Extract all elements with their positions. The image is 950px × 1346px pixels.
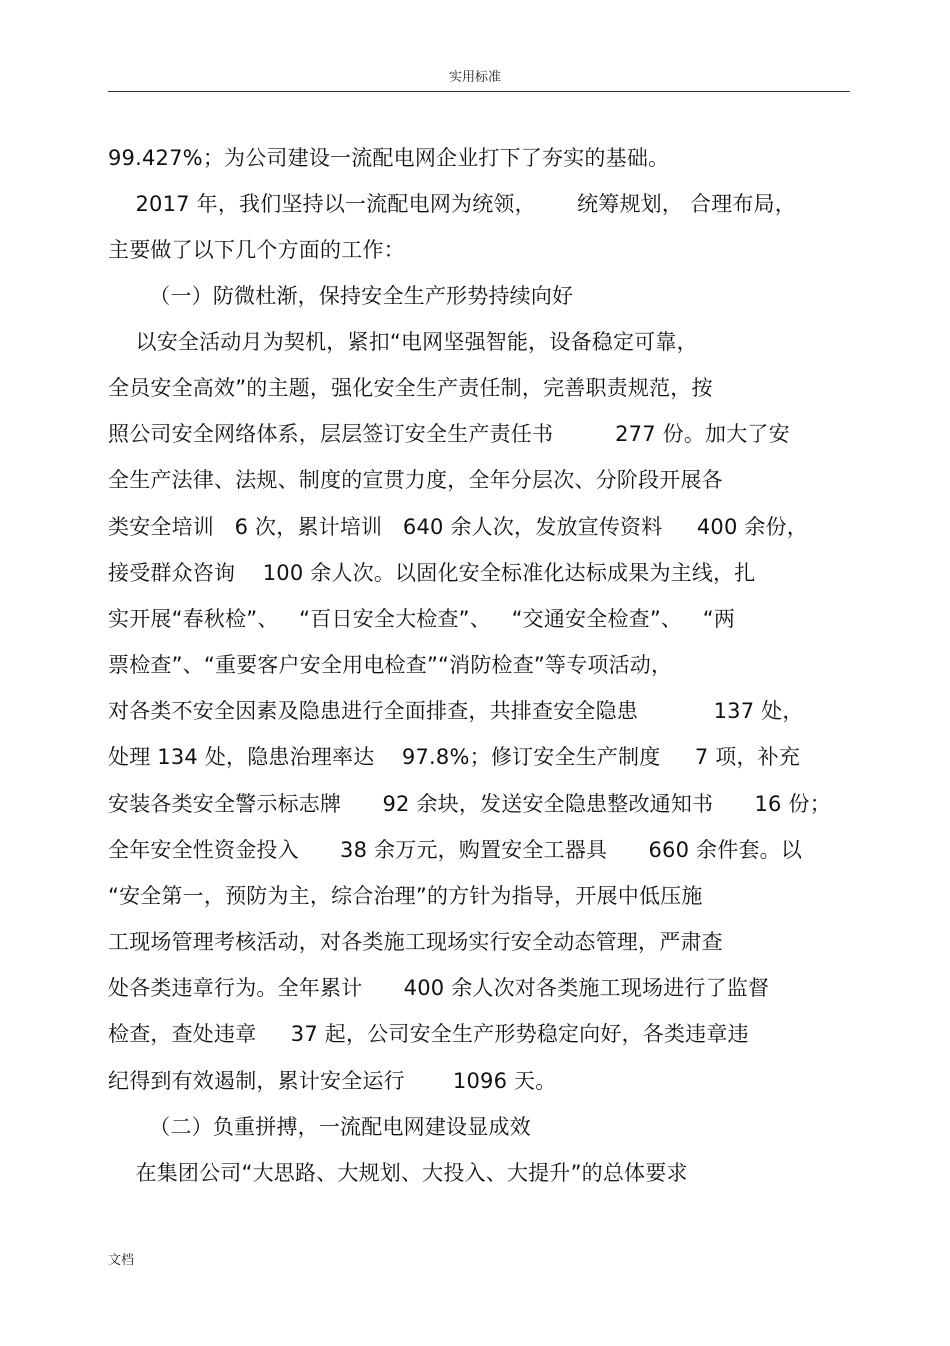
text-line: 照公司安全网络体系，层层签订安全生产责任书 277 份。加大了安: [108, 422, 790, 446]
text-line: 检查，查处违章 37 起，公司安全生产形势稳定向好，各类违章违: [108, 1022, 749, 1046]
text-line: 全员安全高效”的主题，强化安全生产责任制，完善职责规范，按: [108, 376, 713, 400]
header-rule: [108, 91, 850, 92]
text-line: 实开展“春秋检”、 “百日安全大检查”、 “交通安全检查”、 “两: [108, 607, 736, 631]
page-footer: 文档: [108, 1253, 135, 1268]
text-line: 在集团公司“大思路、大规划、大投入、大提升”的总体要求: [108, 1161, 688, 1185]
section-heading: （一）防微杜渐，保持安全生产形势持续向好: [108, 284, 574, 308]
text-line: 接受群众咨询 100 余人次。以固化安全标准化达标成果为主线，扎: [108, 561, 756, 585]
text-line: 票检查”、“重要客户安全用电检查”“消防检查”等专项活动，: [108, 653, 673, 677]
page-header: 实用标准: [448, 70, 501, 85]
text-line: 处理 134 处，隐患治理率达 97.8%；修订安全生产制度 7 项，补充: [108, 745, 801, 769]
text-line: 全年安全性资金投入 38 余万元，购置安全工器具 660 余件套。以: [108, 838, 803, 862]
text-line: 对各类不安全因素及隐患进行全面排查，共排查安全隐患 137 处，: [108, 699, 804, 723]
text-line: 主要做了以下几个方面的工作：: [108, 238, 405, 262]
text-line: 以安全活动月为契机，紧扣“电网坚强智能，设备稳定可靠，: [108, 330, 698, 354]
text-line: 纪得到有效遏制，累计安全运行 1096 天。: [108, 1069, 557, 1093]
text-line: 处各类违章行为。全年累计 400 余人次对各类施工现场进行了监督: [108, 976, 770, 1000]
text-line: 工现场管理考核活动，对各类施工现场实行安全动态管理，严肃查: [108, 930, 723, 954]
text-line: 类安全培训 6 次，累计培训 640 余人次，发放宣传资料 400 余份，: [108, 515, 808, 539]
text-line: 2017 年，我们坚持以一流配电网为统领， 统筹规划， 合理布局，: [108, 192, 796, 216]
section-heading: （二）负重拼搏，一流配电网建设显成效: [108, 1115, 531, 1139]
text-line: 安装各类安全警示标志牌 92 余块，发送安全隐患整改通知书 16 份；: [108, 792, 831, 816]
text-line: “安全第一，预防为主，综合治理”的方针为指导，开展中低压施: [108, 884, 703, 908]
text-line: 99.427%；为公司建设一流配电网企业打下了夯实的基础。: [108, 146, 670, 170]
text-line: 全生产法律、法规、制度的宣贯力度，全年分层次、分阶段开展各: [108, 468, 723, 492]
